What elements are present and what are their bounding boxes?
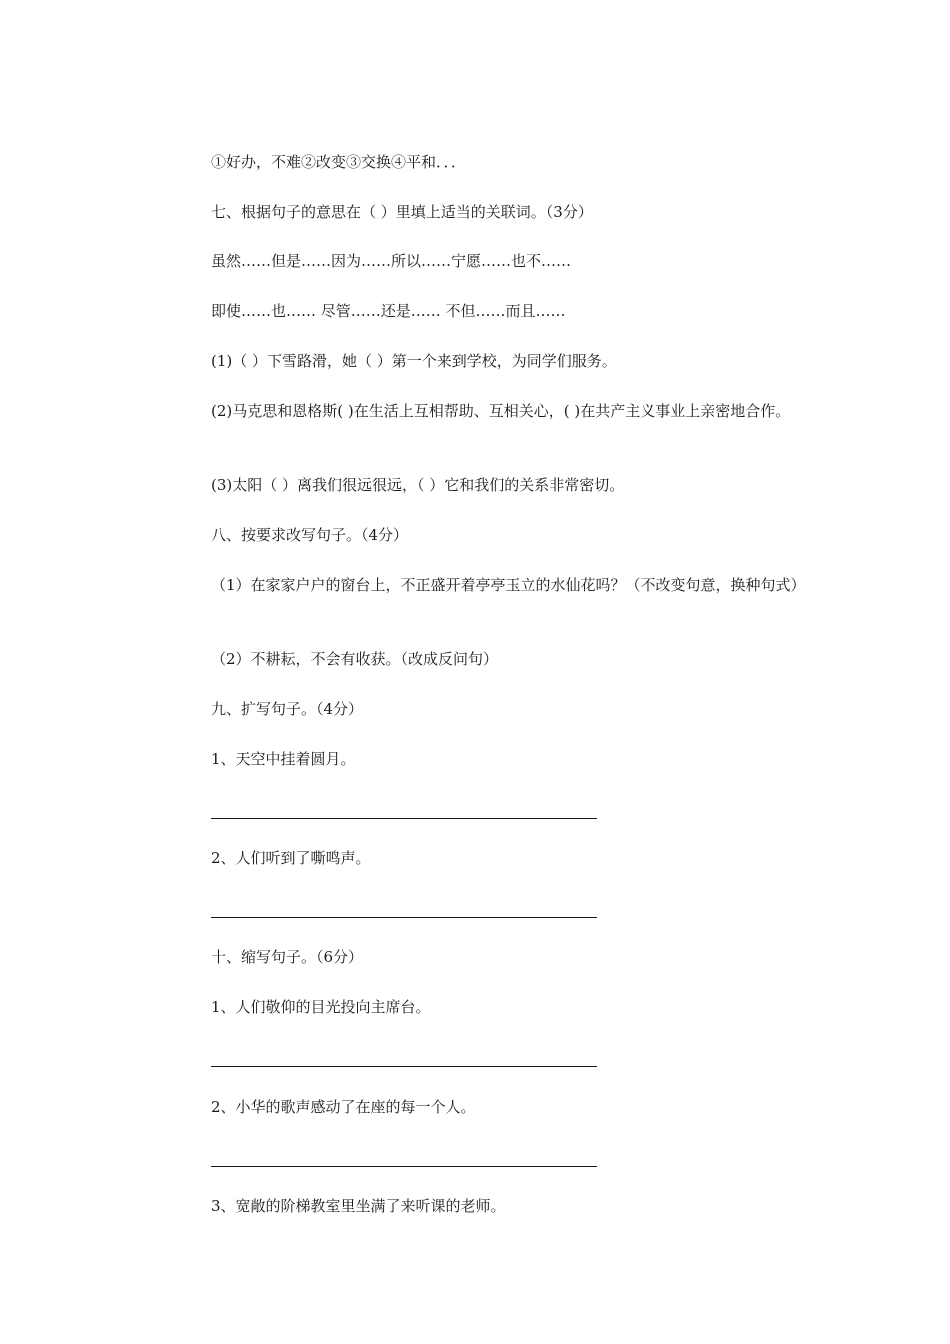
section-9-question-2: 2、人们听到了嘶鸣声。 bbox=[211, 849, 371, 867]
section-8-question-1: （1）在家家户户的窗台上，不正盛开着亭亭玉立的水仙花吗？（不改变句意，换种句式） bbox=[211, 576, 806, 594]
answer-line bbox=[211, 1166, 597, 1167]
answer-line bbox=[211, 917, 597, 918]
section-8-question-2: （2）不耕耘，不会有收获。（改成反问句） bbox=[211, 650, 499, 668]
section-7-question-1: (1)（ ）下雪路滑，她（ ）第一个来到学校，为同学们服务。 bbox=[211, 352, 617, 370]
section-10-title: 十、缩写句子。（6分） bbox=[211, 948, 364, 966]
section-7-question-2: (2)马克思和恩格斯( )在生活上互相帮助、互相关心，( )在共产主义事业上亲密地合作。 bbox=[211, 402, 791, 420]
section-9-question-1: 1、天空中挂着圆月。 bbox=[211, 750, 356, 768]
section-9-title: 九、扩写句子。（4分） bbox=[211, 700, 364, 718]
section-10-question-2: 2、小华的歌声感动了在座的每一个人。 bbox=[211, 1098, 476, 1116]
connectives-row-1: 虽然……但是……因为……所以……宁愿……也不…… bbox=[211, 252, 572, 270]
answer-line bbox=[211, 818, 597, 819]
section-7-title: 七、根据句子的意思在（ ）里填上适当的关联词。（3分） bbox=[211, 203, 593, 221]
section-7-question-3: (3)太阳（ ）离我们很远很远，（ ）它和我们的关系非常密切。 bbox=[211, 476, 625, 494]
section-8-title: 八、按要求改写句子。（4分） bbox=[211, 526, 409, 544]
section-10-question-1: 1、人们敬仰的目光投向主席台。 bbox=[211, 998, 431, 1016]
options-line: ①好办，不难②改变③交换④平和．．． bbox=[211, 153, 467, 171]
connectives-row-2: 即使……也…… 尽管……还是…… 不但……而且…… bbox=[211, 302, 566, 320]
section-10-question-3: 3、宽敞的阶梯教室里坐满了来听课的老师。 bbox=[211, 1197, 506, 1215]
answer-line bbox=[211, 1066, 597, 1067]
